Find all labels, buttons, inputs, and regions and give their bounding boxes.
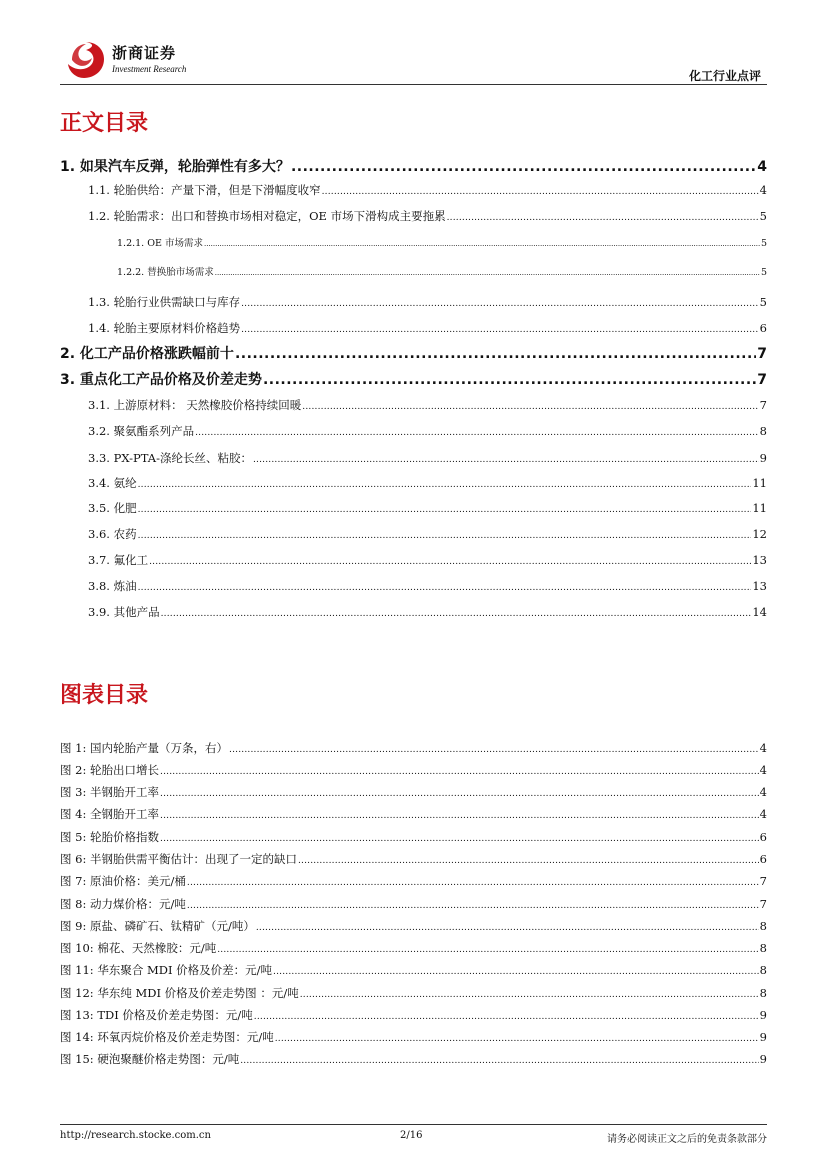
page-number: 2/16 [400,1130,423,1141]
leader-dots [229,745,759,755]
leader-dots [160,811,759,821]
toc-entry[interactable] [88,450,767,466]
leader-dots [263,372,756,388]
toc-entry-page: 13 [752,553,767,567]
toc-entry-page: 7 [757,346,767,362]
toc-entry-page: 8 [759,424,767,438]
toc-entry-label: 3.3. PX-PTA-涤纶长丝、粘胶： [88,451,252,465]
toc-entry-label: 1.3. 轮胎行业供需缺口与库存 [88,295,241,309]
figure-entry-label: 图 2: 轮胎出口增长 [60,763,160,777]
figure-entry[interactable] [60,740,767,756]
leader-dots [298,856,759,866]
figure-entry-label: 图 6: 半钢胎供需平衡估计：出现了一定的缺口 [60,852,297,866]
toc-entry-page: 14 [752,605,767,619]
leader-dots [275,1034,759,1044]
toc-entry-label: 3.1. 上游原材料： 天然橡胶价格持续回暖 [88,398,302,412]
leader-dots [195,428,759,438]
toc-entry[interactable] [88,552,767,568]
toc-entry[interactable] [117,235,767,249]
toc-entry-page: 9 [759,451,767,465]
figure-entry[interactable] [60,829,767,845]
toc-entry-page: 4 [757,159,767,175]
leader-dots [160,767,759,777]
toc-entry-label: 3.8. 炼油 [88,579,137,593]
figure-entry-label: 图 1: 国内轮胎产量（万条，右） [60,741,229,755]
leader-dots [204,240,760,248]
leader-dots [138,480,752,490]
toc-entry-label: 3.6. 农药 [88,527,137,541]
toc-entry[interactable] [88,182,767,198]
figure-entry-label: 图 10: 棉花、天然橡胶：元/吨 [60,941,217,955]
figure-entry-label: 图 15: 硬泡聚醚价格走势图：元/吨 [60,1052,240,1066]
figure-entry[interactable] [60,873,767,889]
figure-entry-label: 图 11: 华东聚合 MDI 价格及价差：元/吨 [60,963,273,977]
figure-entry[interactable] [60,851,767,867]
leader-dots [273,967,759,977]
leader-dots [300,990,759,1000]
figure-entry[interactable] [60,784,767,800]
leader-dots [235,346,756,362]
leader-dots [447,213,759,223]
toc-entry-page: 5 [760,238,767,249]
toc-entry[interactable] [88,578,767,594]
figure-entry[interactable] [60,762,767,778]
leader-dots [256,923,759,933]
report-type-label: 化工行业点评 [688,69,761,83]
toc-entry-page: 11 [752,501,767,515]
toc-entry-label: 3.9. 其他产品 [88,605,160,619]
toc-entry-page: 6 [759,321,767,335]
leader-dots [138,505,752,515]
leader-dots [160,834,759,844]
figure-entry-page: 4 [759,763,767,777]
figure-entry-page: 4 [759,807,767,821]
leader-dots [217,945,758,955]
leader-dots [160,789,759,799]
leader-dots [215,269,760,277]
leader-dots [322,187,759,197]
header-divider [60,84,767,85]
footer-url-link[interactable]: http://research.stocke.com.cn [60,1130,211,1141]
toc-entry-label: 3. 重点化工产品价格及价差走势 [60,372,262,388]
toc-entry[interactable] [60,343,767,363]
figure-entry-label: 图 14: 环氧丙烷价格及价差走势图：元/吨 [60,1030,274,1044]
leader-dots [149,557,751,567]
toc-entry-label: 2. 化工产品价格涨跌幅前十 [60,346,234,362]
leader-dots [187,878,759,888]
figure-entry-page: 4 [759,785,767,799]
zheshang-securities-logo-icon [66,40,106,80]
figure-entry[interactable] [60,806,767,822]
toc-entry[interactable] [88,294,767,310]
figure-entry-label: 图 13: TDI 价格及价差走势图：元/吨 [60,1008,253,1022]
leader-dots [291,159,756,175]
figure-entry-page: 6 [759,852,767,866]
figure-entry[interactable] [60,1029,767,1045]
figure-list-title: 图表目录 [60,683,149,708]
toc-entry[interactable] [88,320,767,336]
figure-entry-page: 4 [759,741,767,755]
toc-entry-label: 3.4. 氨纶 [88,476,137,490]
figure-entry-label: 图 4: 全钢胎开工率 [60,807,160,821]
leader-dots [241,299,759,309]
toc-title: 正文目录 [60,111,149,136]
toc-entry-label: 1.2. 轮胎需求：出口和替换市场相对稳定，OE 市场下滑构成主要拖累 [88,209,446,223]
leader-dots [138,531,752,541]
figure-entry[interactable] [60,1051,767,1067]
leader-dots [253,455,759,465]
figure-entry-page: 8 [759,986,767,1000]
toc-entry-page: 5 [760,267,767,278]
toc-entry-page: 7 [757,372,767,388]
toc-entry-label: 1.1. 轮胎供给：产量下滑，但是下滑幅度收窄 [88,183,321,197]
figure-entry[interactable] [60,985,767,1001]
leader-dots [302,402,758,412]
toc-entry[interactable] [88,526,767,542]
leader-dots [187,901,759,911]
figure-entry-page: 9 [759,1030,767,1044]
toc-entry-label: 3.7. 氟化工 [88,553,149,567]
figure-entry-page: 9 [759,1052,767,1066]
toc-entry[interactable] [88,604,767,620]
figure-entry-page: 7 [759,874,767,888]
brand-name-cn: 浙商证券 [112,44,177,62]
toc-entry-page: 5 [759,209,767,223]
toc-entry[interactable] [117,264,767,278]
figure-entry[interactable] [60,896,767,912]
brand-name-en: Investment Research [112,64,187,74]
figure-entry[interactable] [60,962,767,978]
toc-entry-label: 1.4. 轮胎主要原材料价格趋势 [88,321,241,335]
toc-entry[interactable] [88,423,767,439]
toc-entry[interactable] [60,156,767,176]
toc-entry[interactable] [88,397,767,413]
toc-entry-page: 11 [752,476,767,490]
figure-entry-label: 图 7: 原油价格：美元/桶 [60,874,186,888]
toc-entry-label: 3.2. 聚氨酯系列产品 [88,424,195,438]
figure-entry-label: 图 5: 轮胎价格指数 [60,830,160,844]
figure-entry-label: 图 8: 动力煤价格：元/吨 [60,897,186,911]
toc-entry-page: 7 [759,398,767,412]
figure-entry-page: 8 [759,919,767,933]
leader-dots [254,1012,759,1022]
figure-entry[interactable] [60,918,767,934]
figure-entry-label: 图 3: 半钢胎开工率 [60,785,160,799]
toc-entry[interactable] [88,500,767,516]
toc-entry-label: 3.5. 化肥 [88,501,137,515]
footer-divider [60,1124,767,1125]
figure-entry-page: 8 [759,941,767,955]
leader-dots [241,325,759,335]
figure-entry-page: 6 [759,830,767,844]
toc-entry-label: 1.2.1. OE 市场需求 [117,238,203,249]
toc-entry[interactable] [88,208,767,224]
toc-entry[interactable] [60,369,767,389]
disclaimer-note: 请务必阅读正文之后的免责条款部分 [607,1134,767,1145]
toc-entry-page: 4 [759,183,767,197]
leader-dots [240,1056,758,1066]
toc-entry-page: 13 [752,579,767,593]
toc-entry-page: 5 [759,295,767,309]
toc-entry-label: 1. 如果汽车反弹，轮胎弹性有多大？ [60,159,290,175]
toc-entry-label: 1.2.2. 替换胎市场需求 [117,267,214,278]
leader-dots [161,609,752,619]
leader-dots [138,583,752,593]
toc-entry-page: 12 [752,527,767,541]
figure-entry-page: 9 [759,1008,767,1022]
toc-entry[interactable] [88,475,767,491]
figure-entry-label: 图 12: 华东纯 MDI 价格及价差走势图 ：元/吨 [60,986,299,1000]
figure-entry-label: 图 9: 原盐、磷矿石、钛精矿（元/吨） [60,919,255,933]
figure-entry[interactable] [60,940,767,956]
figure-entry-page: 7 [759,897,767,911]
figure-entry-page: 8 [759,963,767,977]
figure-entry[interactable] [60,1007,767,1023]
